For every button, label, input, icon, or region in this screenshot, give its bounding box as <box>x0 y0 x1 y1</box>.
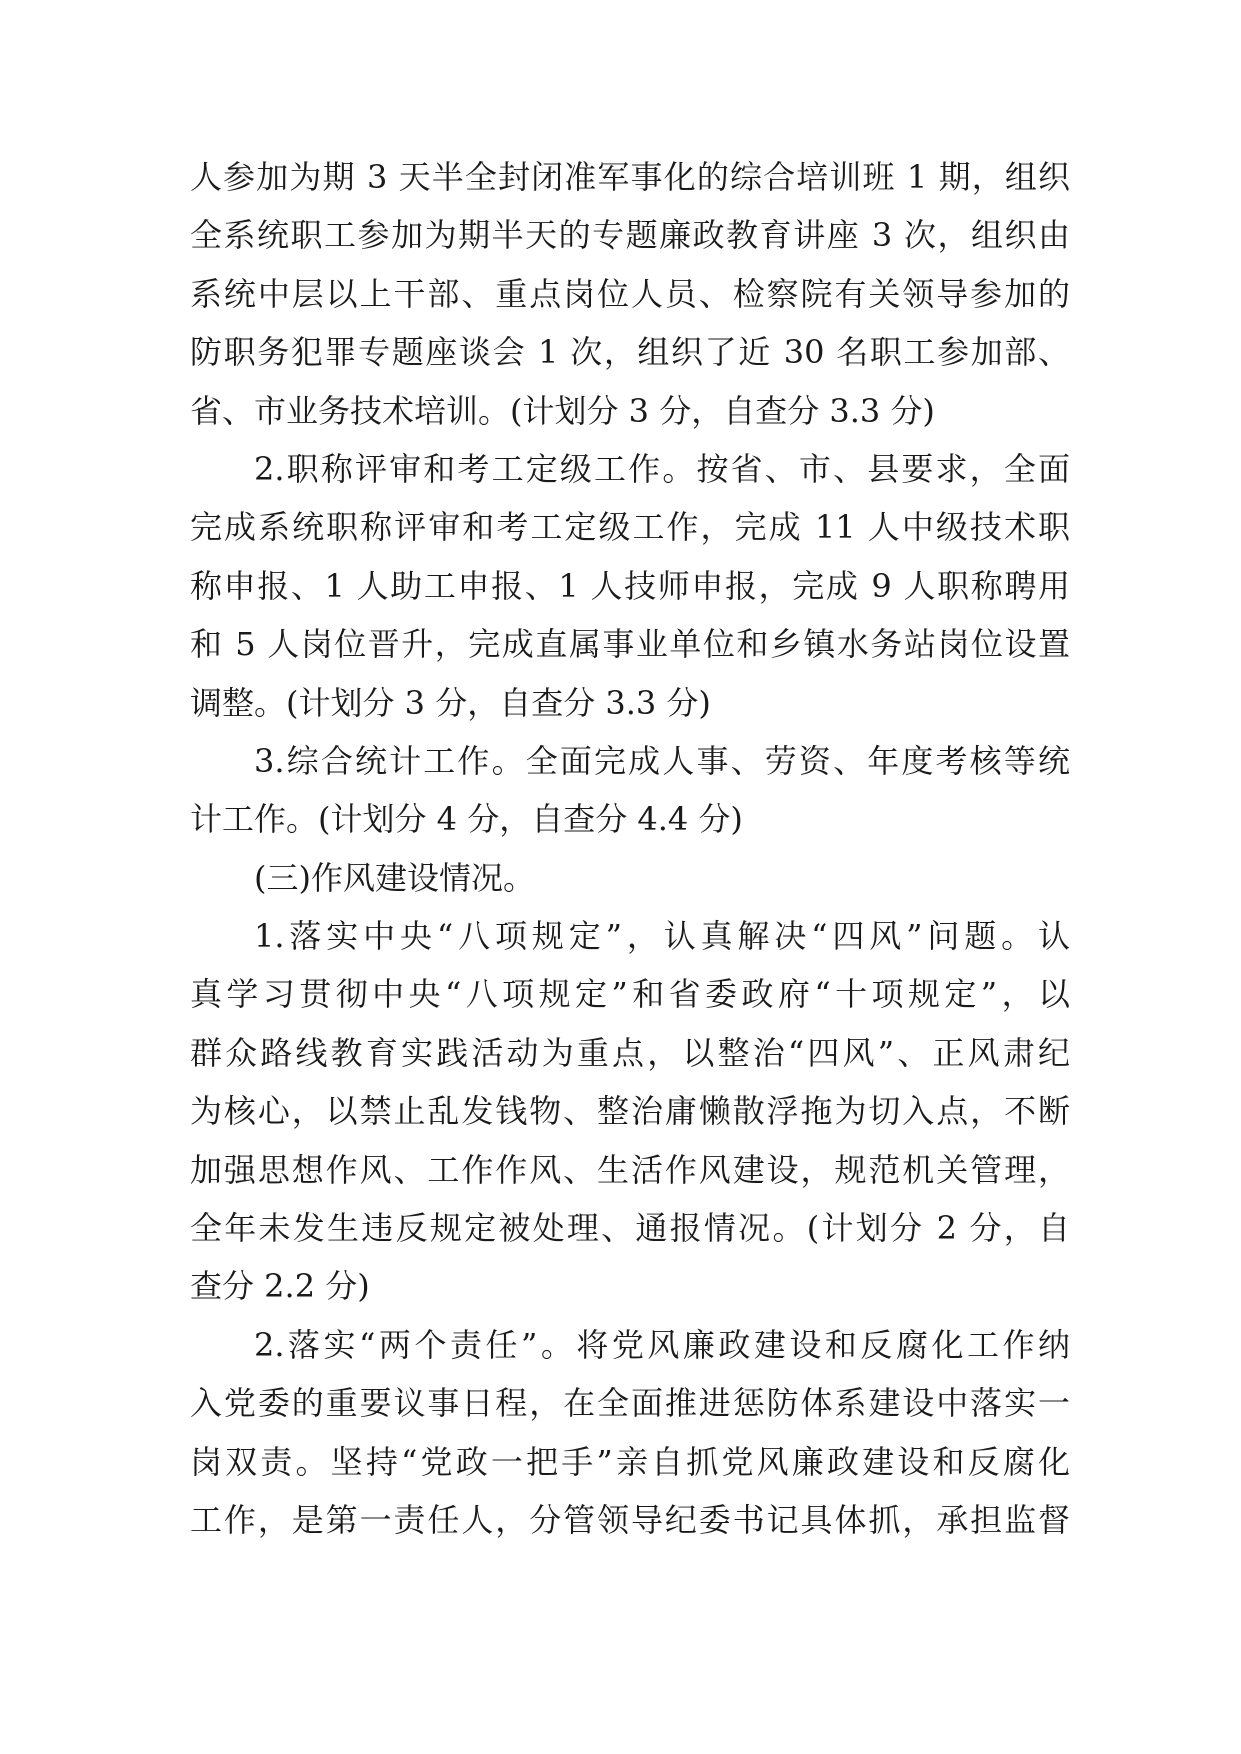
text-line: 入党委的重要议事日程，在全面推进惩防体系建设中落实一 <box>190 1384 1070 1423</box>
document-body <box>190 148 1070 1549</box>
text-line: 调整。(计划分 3 分，自查分 3.3 分) <box>190 683 711 722</box>
section-heading: (三)作风建设情况。 <box>254 858 535 897</box>
text-line: 群众路线教育实践活动为重点，以整治“四风”、正风肃纪 <box>190 1033 1070 1072</box>
text-line: 防职务犯罪专题座谈会 1 次，组织了近 30 名职工参加部、 <box>190 333 1070 372</box>
text-line: 人参加为期 3 天半全封闭准军事化的综合培训班 1 期，组织 <box>190 158 1070 196</box>
text-line: 省、市业务技术培训。(计划分 3 分，自查分 3.3 分) <box>190 391 935 430</box>
text-line: 工作，是第一责任人，分管领导纪委书记具体抓，承担监督 <box>190 1500 1070 1539</box>
paragraph-start: 2.落实“两个责任”。将党风廉政建设和反腐化工作纳 <box>254 1325 1070 1364</box>
text-line: 全年未发生违反规定被处理、通报情况。(计划分 2 分，自 <box>190 1209 1070 1248</box>
text-line: 称申报、1 人助工申报、1 人技师申报，完成 9 人职称聘用 <box>190 566 1070 605</box>
text-line: 全系统职工参加为期半天的专题廉政教育讲座 3 次，组织由 <box>190 216 1070 255</box>
text-line: 岗双责。坚持“党政一把手”亲自抓党风廉政建设和反腐化 <box>190 1442 1070 1481</box>
paragraph-start: 3.综合统计工作。全面完成人事、劳资、年度考核等统 <box>254 741 1070 780</box>
text-line: 为核心，以禁止乱发钱物、整治庸懒散浮拖为切入点，不断 <box>190 1092 1070 1131</box>
paragraph-start: 1.落实中央“八项规定”，认真解决“四风”问题。认 <box>254 917 1070 956</box>
text-line: 系统中层以上干部、重点岗位人员、检察院有关领导参加的 <box>190 274 1070 313</box>
text-line: 计工作。(计划分 4 分，自查分 4.4 分) <box>190 800 743 839</box>
paragraph-start: 2.职称评审和考工定级工作。按省、市、县要求，全面 <box>254 449 1070 488</box>
text-line: 真学习贯彻中央“八项规定”和省委政府“十项规定”，以 <box>190 975 1070 1014</box>
text-line: 和 5 人岗位晋升，完成直属事业单位和乡镇水务站岗位设置 <box>190 625 1070 664</box>
text-line: 完成系统职称评审和考工定级工作，完成 11 人中级技术职 <box>190 508 1070 547</box>
text-line: 加强思想作风、工作作风、生活作风建设，规范机关管理， <box>190 1150 1070 1189</box>
text-line: 查分 2.2 分) <box>190 1267 370 1306</box>
